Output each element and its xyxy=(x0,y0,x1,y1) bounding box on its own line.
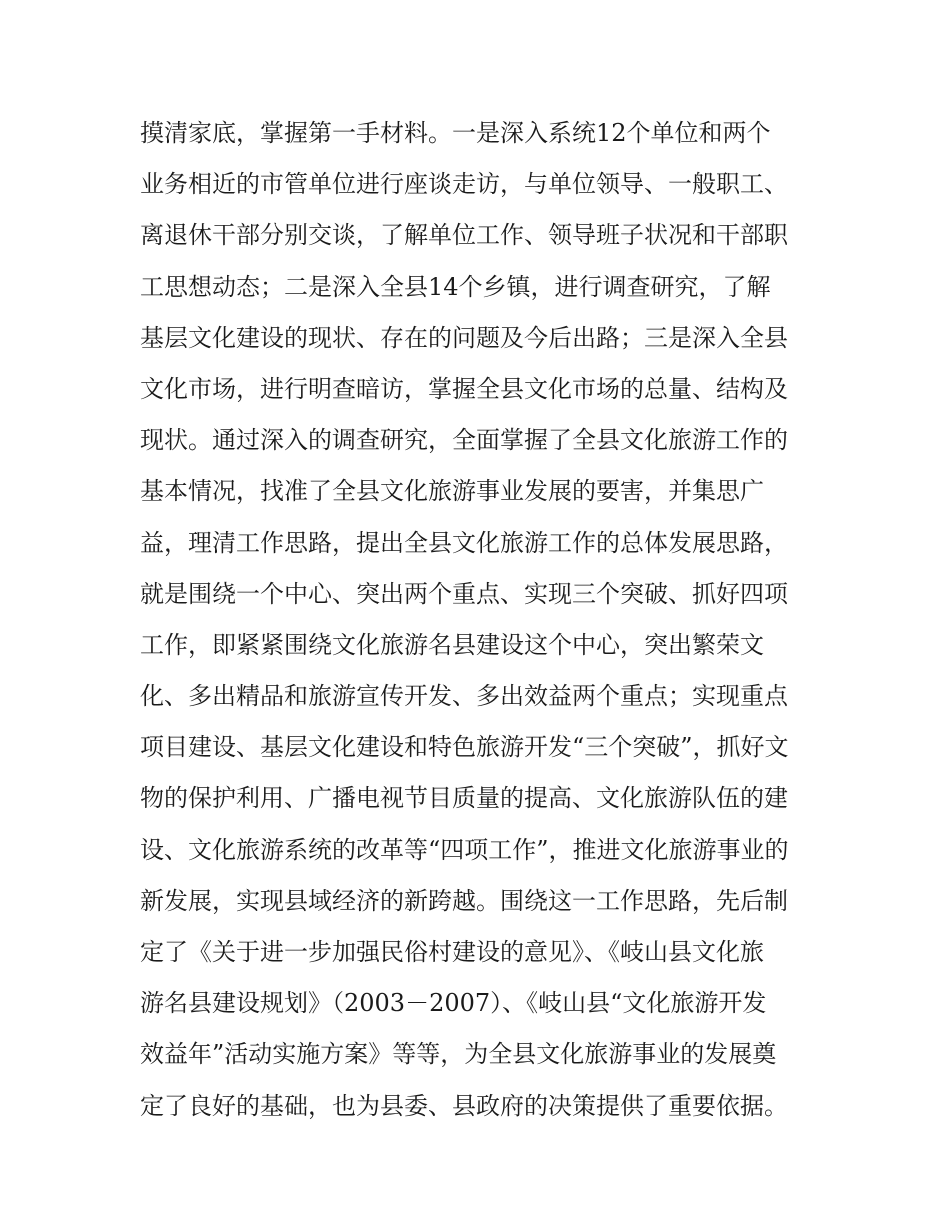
text-line: 现状。通过深入的调查研究，全面掌握了全县文化旅游工作的 xyxy=(140,426,788,455)
text-line: 工作，即紧紧围绕文化旅游名县建设这个中心，突出繁荣文 xyxy=(140,630,764,659)
text-line: 基层文化建设的现状、存在的问题及今后出路；三是深入全县 xyxy=(140,323,788,352)
text-line: 工思想动态；二是深入全县14个乡镇，进行调查研究，了解 xyxy=(140,272,771,301)
text-line: 新发展，实现县域经济的新跨越。围绕这一工作思路，先后制 xyxy=(140,886,788,915)
text-line: 益，理清工作思路，提出全县文化旅游工作的总体发展思路， xyxy=(140,528,788,557)
text-line: 化、多出精品和旅游宣传开发、多出效益两个重点；实现重点 xyxy=(140,682,788,711)
text-line: 就是围绕一个中心、突出两个重点、实现三个突破、抓好四项 xyxy=(140,579,788,608)
text-line: 摸清家底，掌握第一手材料。一是深入系统12个单位和两个 xyxy=(140,119,771,147)
text-line: 业务相近的市管单位进行座谈走访，与单位领导、一般职工、 xyxy=(140,170,788,199)
text-line: 离退休干部分别交谈，了解单位工作、领导班子状况和干部职 xyxy=(140,221,788,250)
text-line: 文化市场，进行明查暗访，掌握全县文化市场的总量、结构及 xyxy=(140,374,788,403)
text-line: 设、文化旅游系统的改革等“四项工作”，推进文化旅游事业的 xyxy=(140,835,789,864)
text-line: 基本情况，找准了全县文化旅游事业发展的要害，并集思广 xyxy=(140,477,764,506)
text-line: 项目建设、基层文化建设和特色旅游开发“三个突破”，抓好文 xyxy=(140,733,789,762)
text-line: 效益年”活动实施方案》等等，为全县文化旅游事业的发展奠 xyxy=(140,1040,777,1069)
text-line: 物的保护利用、广播电视节目质量的提高、文化旅游队伍的建 xyxy=(140,784,788,813)
text-line: 定了《关于进一步加强民俗村建设的意见》、《岐山县文化旅 xyxy=(140,938,764,966)
text-line: 游名县建设规划》（2003－2007）、《岐山县“文化旅游开发 xyxy=(140,989,767,1018)
text-line: 定了良好的基础，也为县委、县政府的决策提供了重要依据。 xyxy=(140,1091,788,1120)
body-paragraph xyxy=(140,108,820,1132)
